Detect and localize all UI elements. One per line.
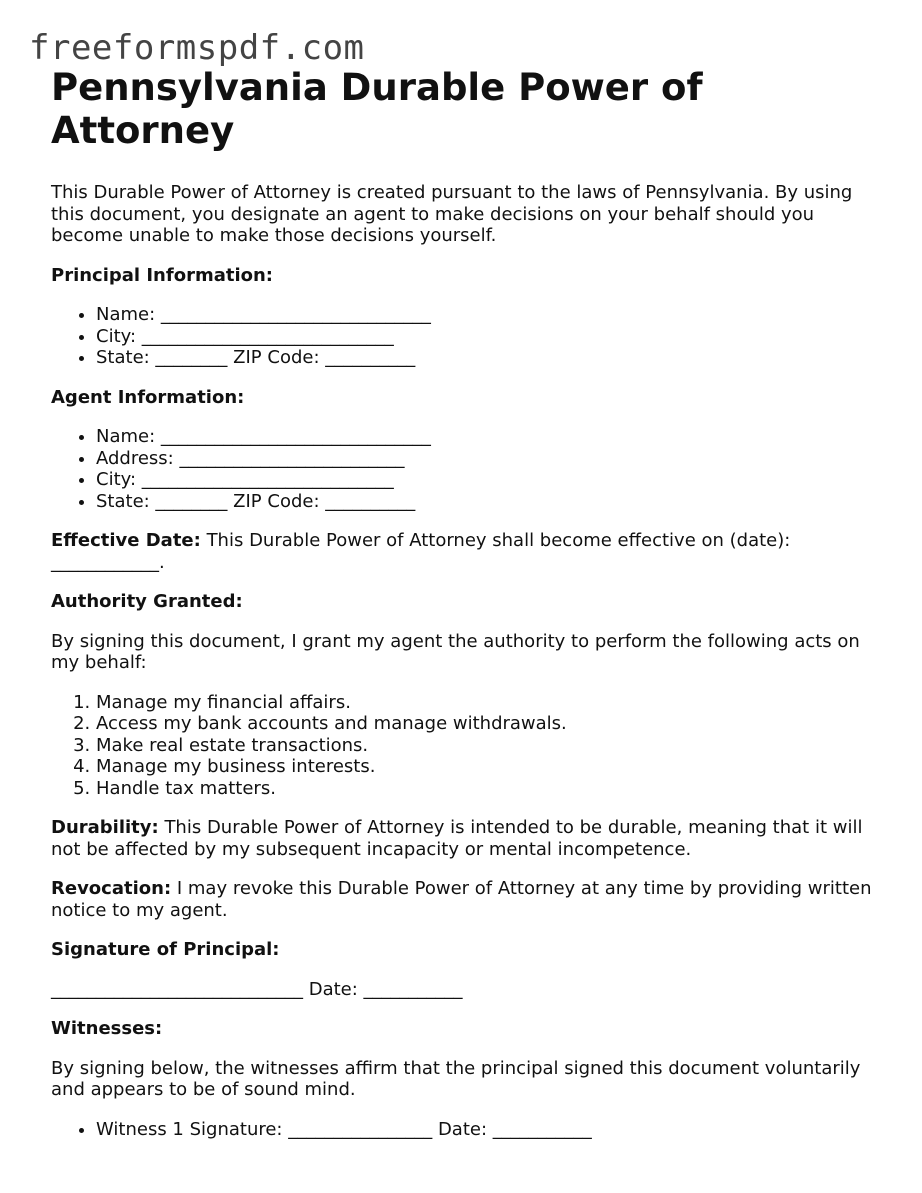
principal-list: [51, 304, 881, 369]
principal-name-field: • Name: ______________________________: [96, 304, 881, 326]
agent-state-zip-field: • State: ________ ZIP Code: __________: [96, 491, 881, 513]
durability-text: This Durable Power of Attorney is intended to be durable, meaning that it will not be affected by my subsequent incapacity or mental incompetence.: [51, 817, 863, 860]
witness-list: [51, 1119, 881, 1141]
witnesses-heading: Witnesses:: [51, 1018, 163, 1039]
revocation-text: I may revoke this Durable Power of Attorney at any time by providing written notice to my agent.: [51, 878, 872, 921]
durability-paragraph: [51, 817, 881, 860]
agent-address-field: • Address: _________________________: [96, 448, 881, 470]
authority-item: 1. Manage my financial affairs.: [96, 692, 881, 714]
authority-item: 3. Make real estate transactions.: [96, 735, 881, 757]
witness-1-signature-line: • Witness 1 Signature: ________________ Date: ___________: [96, 1119, 881, 1141]
intro-paragraph: This Durable Power of Attorney is created pursuant to the laws of Pennsylvania. By using this document, you designate an agent to make decisions on your behalf should you become unable to make those decisions yourself.: [51, 182, 853, 246]
authority-list: [51, 692, 881, 800]
agent-city-field: • City: ____________________________: [96, 469, 881, 491]
witnesses-intro: By signing below, the witnesses affirm that the principal signed this document voluntarily and appears to be of sound mind.: [51, 1057, 861, 1100]
document-body: [51, 66, 881, 1140]
principal-heading: Principal Information:: [51, 264, 274, 286]
principal-city-field: • City: ____________________________: [96, 326, 881, 348]
watermark: freeformspdf.com: [29, 28, 365, 68]
revocation-paragraph: [51, 878, 881, 921]
authority-item: 5. Handle tax matters.: [96, 778, 881, 800]
principal-state-zip-field: • State: ________ ZIP Code: __________: [96, 347, 881, 369]
effective-date-label: Effective Date:: [51, 530, 201, 551]
principal-signature-line: ____________________________ Date: ___________: [51, 978, 463, 1000]
agent-name-field: • Name: ______________________________: [96, 426, 881, 448]
authority-intro: By signing this document, I grant my agent the authority to perform the following acts on my behalf:: [51, 630, 860, 673]
effective-date-text: This Durable Power of Attorney shall become effective on (date): ____________.: [51, 530, 791, 573]
durability-label: Durability:: [51, 817, 159, 838]
agent-list: [51, 426, 881, 512]
authority-item: 4. Manage my business interests.: [96, 756, 881, 778]
signature-heading: Signature of Principal:: [51, 939, 280, 960]
revocation-label: Revocation:: [51, 878, 172, 899]
effective-date-paragraph: [51, 530, 881, 573]
page-title: Pennsylvania Durable Power of Attorney: [51, 66, 703, 152]
agent-heading: Agent Information:: [51, 386, 245, 408]
authority-item: 2. Access my bank accounts and manage withdrawals.: [96, 713, 881, 735]
authority-heading: Authority Granted:: [51, 591, 243, 612]
